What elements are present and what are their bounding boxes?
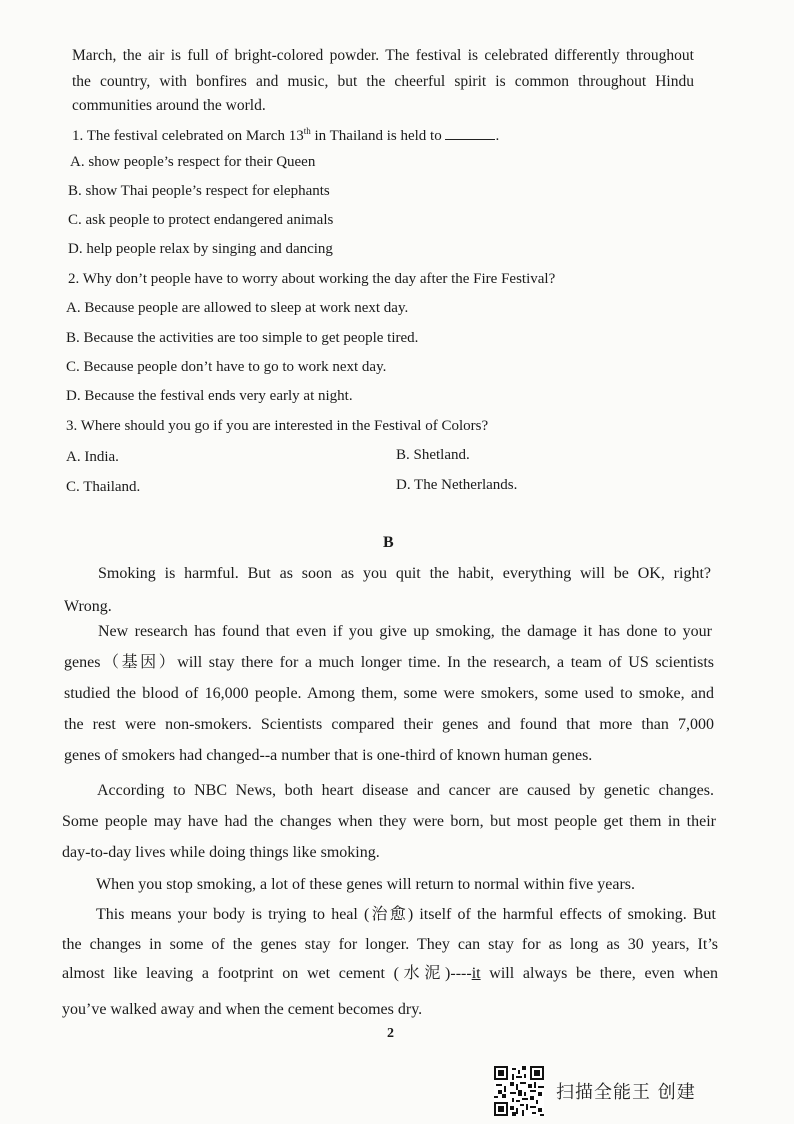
passage-b-line: Wrong.	[64, 598, 112, 615]
passage-b-line: studied the blood of 16,000 people. Among them, some were smokers, some used to smoke, and	[64, 685, 714, 702]
passage-b-line: day-to-day lives while doing things like smoking.	[62, 844, 380, 861]
question-3-stem: 3. Where should you go if you are interested in the Festival of Colors?	[66, 418, 489, 434]
option-b: B. Shetland.	[396, 447, 470, 463]
passage-b-line: When you stop smoking, a lot of these genes will return to normal within five years.	[96, 876, 635, 893]
option-a: A. show people’s respect for their Queen	[70, 154, 316, 170]
underlined-word: it	[471, 965, 481, 982]
scanner-watermark: 扫描全能王 创建	[556, 1082, 696, 1103]
option-a: A. India.	[66, 449, 119, 465]
question-2-stem: 2. Why don’t people have to worry about working the day after the Fire Festival?	[68, 271, 556, 287]
passage-b-line: genes of smokers had changed--a number that is one-third of known human genes.	[64, 747, 593, 764]
passage-b-line: Smoking is harmful. But as soon as you quit the habit, everything will be OK, right?	[98, 565, 711, 582]
passage-b-line: you’ve walked away and when the cement becomes dry.	[62, 1001, 423, 1018]
answer-blank	[445, 127, 495, 140]
passage-b-line: Some people may have had the changes when they were born, but most people get them in their	[62, 813, 716, 830]
passage-b-line: the changes in some of the genes stay for longer. They can stay for as long as 30 years, It’s	[62, 936, 718, 953]
qr-code-icon	[494, 1066, 544, 1116]
passage-b-line: New research has found that even if you give up smoking, the damage it has done to your	[98, 623, 712, 640]
stem-period: .	[495, 128, 500, 144]
question-1-stem	[72, 126, 499, 146]
passage-b-line: This means your body is trying to heal (治愈) itself of the harmful effects of smoking. But	[96, 906, 716, 923]
option-c: C. Thailand.	[66, 479, 141, 495]
passage-b-line	[62, 964, 718, 984]
option-c: C. Because people don’t have to go to work next day.	[66, 359, 387, 375]
option-a: A. Because people are allowed to sleep at work next day.	[66, 300, 409, 316]
section-label: B	[383, 534, 394, 551]
passage-b-line: genes（基因）will stay there for a much longer time. In the research, a team of US scientists	[64, 654, 714, 671]
passage-a-line: the country, with bonfires and music, but the cheerful spirit is common throughout Hindu	[72, 73, 694, 90]
passage-a-line: communities around the world.	[72, 97, 266, 114]
page-number: 2	[387, 1026, 394, 1041]
text-run: will always be there, even when	[480, 965, 718, 982]
option-d: D. The Netherlands.	[396, 477, 518, 493]
option-b: B. show Thai people’s respect for elephants	[68, 183, 330, 199]
text-run: almost like leaving a footprint on wet cement (水泥)----	[62, 965, 472, 982]
passage-a-line: March, the air is full of bright-colored powder. The festival is celebrated differently throughout	[72, 47, 694, 64]
option-d: D. help people relax by singing and dancing	[68, 241, 333, 257]
option-c: C. ask people to protect endangered animals	[68, 212, 334, 228]
question-1-stem-end: in Thailand is held to	[310, 128, 446, 144]
question-1-stem-start: 1. The festival celebrated on March 13	[72, 128, 304, 144]
passage-b-line: the rest were non-smokers. Scientists compared their genes and found that more than 7,000	[64, 716, 714, 733]
ordinal-suffix: th	[303, 126, 311, 136]
option-d: D. Because the festival ends very early at night.	[66, 388, 353, 404]
option-b: B. Because the activities are too simple to get people tired.	[66, 330, 419, 346]
passage-b-line: According to NBC News, both heart disease and cancer are caused by genetic changes.	[97, 782, 714, 799]
